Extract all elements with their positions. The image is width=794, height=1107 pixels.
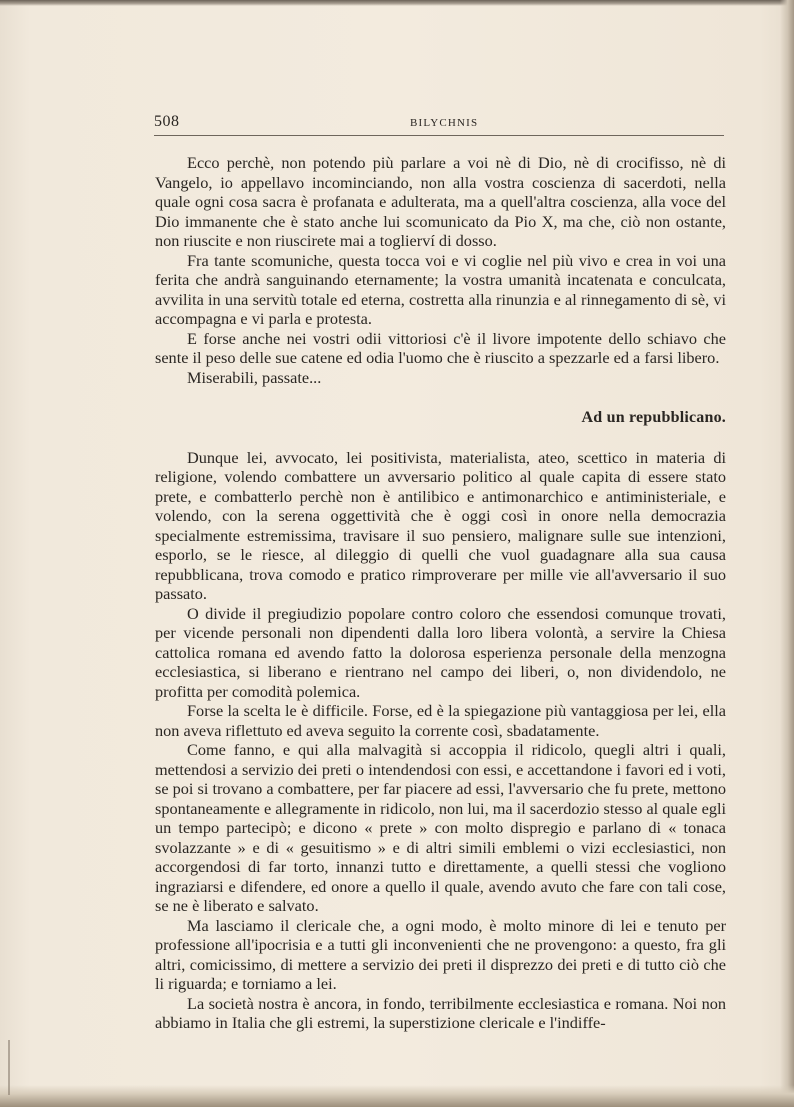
- paragraph: E forse anche nei vostri odii vittoriosi c'è il livore impotente dello schiavo che sente il peso delle sue catene ed odia l'uomo che è riuscito a spezzarle ed a farsi libero.: [155, 328, 726, 367]
- section-title: Ad un repubblicano.: [581, 409, 726, 426]
- paragraph: Forse la scelta le è difficile. Forse, ed è la spiegazione più vantaggiosa per lei, ella non aveva riflettuto ed aveva seguito la corrente così, sbadatamente.: [155, 701, 726, 740]
- paragraph: Ma lasciamo il clericale che, a ogni modo, è molto minore di lei e tenuto per professione all'ipocrisia e a tutti gli inconvenienti che ne provengono: a questo, fra gli altri, comicissimo, di mettere a servizio dei preti il disprezzo dei preti e di tutto ciò che li riguarda; e torniamo a lei.: [155, 915, 726, 993]
- paragraph: Ecco perchè, non potendo più parlare a voi nè di Dio, nè di crocifisso, nè di Vangelo, io appellavo incominciando, non alla vostra coscienza di sacerdoti, nella quale ogni cosa sacra è profanata e adulterata, ma a quell'altra coscienza, alla voce del Dio immanente che è stato anche lui scomunicato da Pio X, ma che, ciò non ostante, non riuscite e non riuscirete mai a toglierví di dosso.: [155, 153, 726, 250]
- paragraph: O divide il pregiudizio popolare contro coloro che essendosi comunque trovati, per vicende personali non dipendenti dalla loro libera volontà, a servire la Chiesa cattolica romana ed avendo fatto la dolorosa esperienza personale della menzogna ecclesiastica, si liberano e rientrano nel campo dei liberi, o, non dividendolo, ne profitta per comodità polemica.: [155, 603, 726, 701]
- paragraph: La società nostra è ancora, in fondo, terribilmente ecclesiastica e romana. Noi non abbiamo in Italia che gli estremi, la superstizione clericale e l'indiffe-: [155, 993, 726, 1032]
- page-header: [154, 113, 724, 137]
- body-text: [155, 153, 726, 1033]
- paragraph: Fra tante scomuniche, questa tocca voi e vi coglie nel più vivo e crea in voi una ferita che andrà sanguinando eternamente; la vostra umanità incatenata e conculcata, avvilita in una servitù totale ed eterna, costretta alla rinunzia e al rinnegamento di sè, vi accompagna e vi parla e protesta.: [155, 250, 726, 328]
- paragraph: Miserabili, passate...: [187, 367, 322, 387]
- page-right-edge: [780, 0, 794, 1107]
- paragraph: Come fanno, e qui alla malvagità si accoppia il ridicolo, quegli altri i quali, mettendosi a servizio dei preti o intendendosi con essi, e accettandone i favori ed i voti, se poi si trovano a combattere, per far piacere ad essi, l'avversario che fu prete, mettono spontaneamente e allegramente in ridicolo, non lui, ma il sacerdozio stesso al quale egli un tempo partecipò; e dicono « prete » con molto dispregio e parlano di « tonaca svolazzante » e di « gesuitismo » e di altri simili emblemi o vizi ecclesiastici, non accorgendosi di far torto, innanzi tutto e direttamente, a quelli stessi che vogliono ingraziarsi e difendere, ed onore a quello il quale, avendo avuto che fare con tali cose, se ne è liberato e salvato.: [155, 740, 727, 915]
- page-top-edge: [0, 0, 794, 6]
- page-number: 508: [154, 113, 180, 130]
- page-bottom-edge: [0, 1085, 794, 1107]
- header-rule: [154, 135, 724, 136]
- margin-mark: [8, 1040, 10, 1095]
- paragraph: Dunque lei, avvocato, lei positivista, materialista, ateo, scettico in materia di religione, volendo combattere un avversario politico al quale capita di essere stato prete, e combatterlo perchè non è antilibico e antimonarchico e antiministeriale, e volendo, con la serena oggettività che è oggi così in onore nella democrazia specialmente estremissima, travisare il suo pensiero, malignare sulle sue intenzioni, esporlo, se le riesce, al dileggio di quelli che vuol guadagnare alla sua causa repubblicana, trova comodo e pratico rimproverare per mille vie all'avversario il suo passato.: [155, 447, 726, 603]
- running-head: BILYCHNIS: [410, 117, 479, 129]
